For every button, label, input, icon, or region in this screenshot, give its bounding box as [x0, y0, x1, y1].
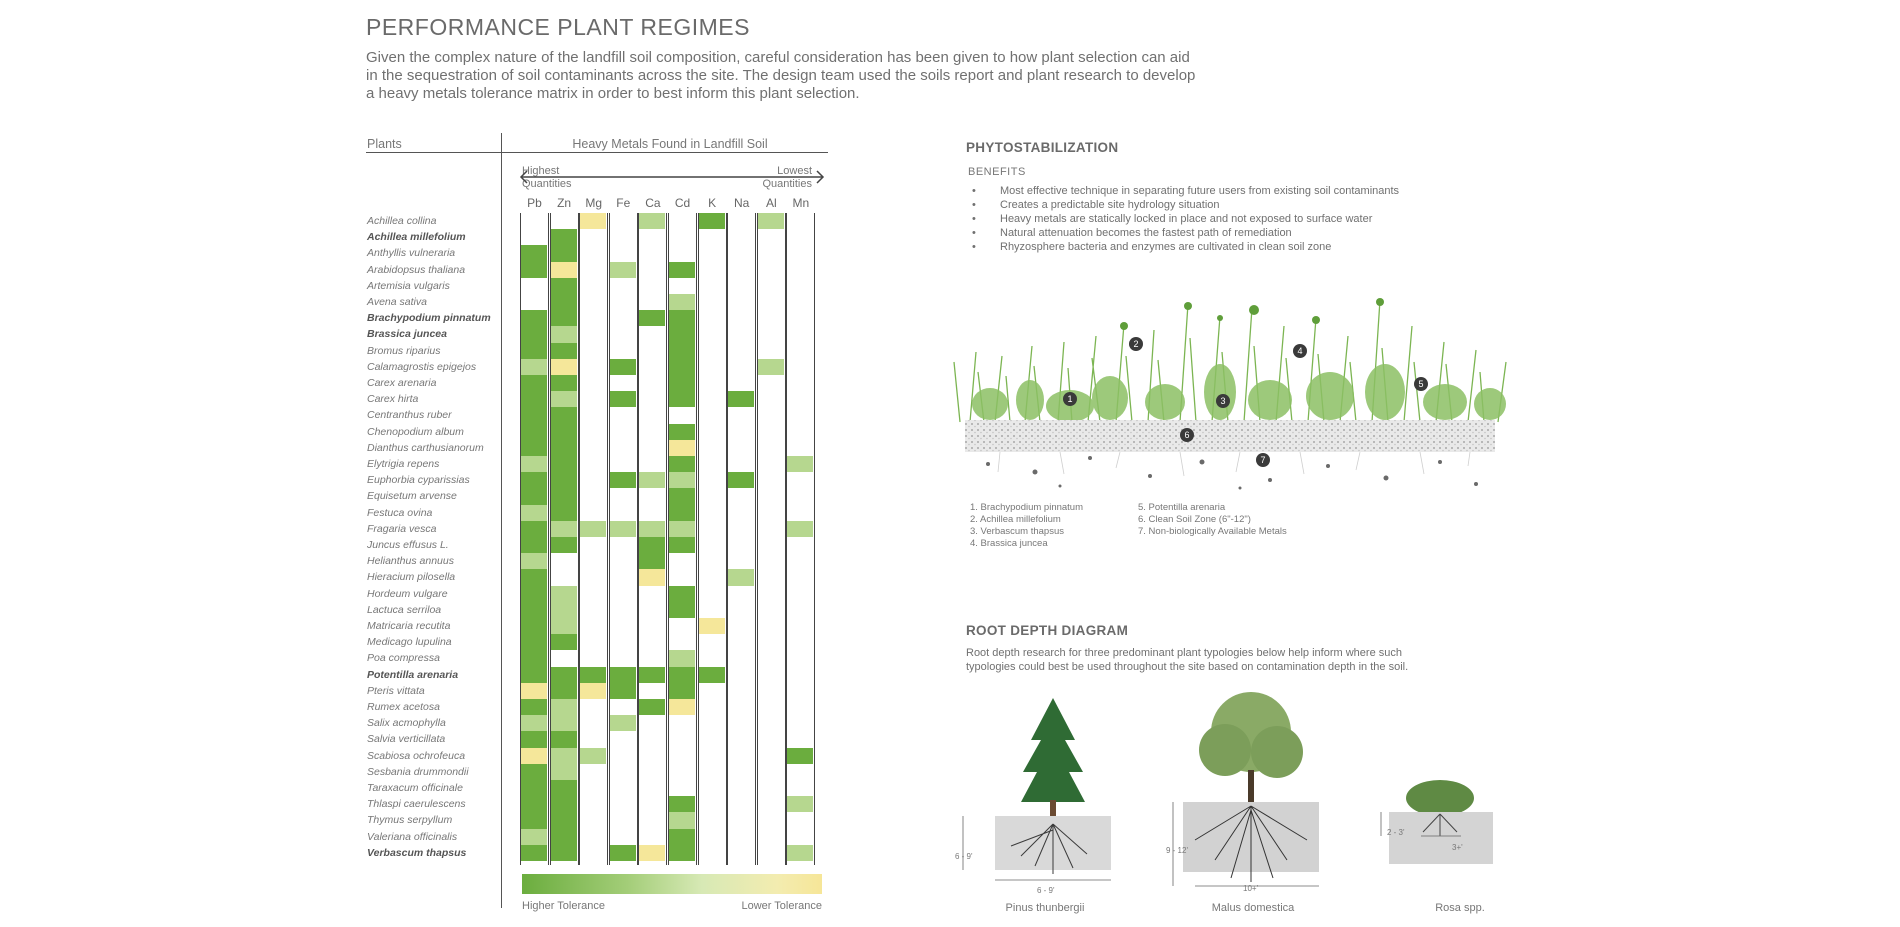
- header-divider: [366, 152, 828, 153]
- matrix-cell: [521, 245, 547, 261]
- rosa-shrub-icon: [1381, 780, 1493, 864]
- matrix-column-fe: [609, 213, 638, 865]
- depth-label: 9 - 12': [1166, 846, 1188, 855]
- plant-label: Helianthus annuus: [367, 555, 454, 568]
- matrix-cell: [521, 780, 547, 796]
- plant-label: Lactuca serriloa: [367, 603, 442, 616]
- plant-label: Potentilla arenaria: [367, 668, 459, 681]
- matrix-cell: [521, 634, 547, 650]
- matrix-cell: [551, 683, 577, 699]
- matrix-cell: [521, 488, 547, 504]
- plants-column-header: Plants: [367, 137, 402, 151]
- plant-label: Verbascum thapsus: [367, 846, 467, 859]
- matrix-cell: [639, 569, 665, 585]
- matrix-cell: [610, 521, 636, 537]
- benefit-item: [972, 241, 1331, 253]
- plant-label: Sesbania drummondii: [367, 765, 469, 778]
- root-desc-line: Root depth research for three predominant plant typologies below help inform where such: [966, 647, 1402, 659]
- matrix-cell: [669, 602, 695, 618]
- matrix-cell: [610, 715, 636, 731]
- matrix-cell: [551, 667, 577, 683]
- matrix-cell: [669, 294, 695, 310]
- matrix-divider: [501, 133, 502, 908]
- matrix-cell: [669, 845, 695, 861]
- matrix-cell: [728, 472, 754, 488]
- lowest-label-line: Quantities: [762, 178, 812, 190]
- plant-label: Thymus serpyllum: [367, 814, 453, 827]
- matrix-column-mg: [579, 213, 608, 865]
- matrix-cell: [551, 472, 577, 488]
- plant-label: Dianthus carthusianorum: [367, 441, 484, 454]
- matrix-column-k: [698, 213, 727, 865]
- matrix-cell: [551, 829, 577, 845]
- higher-tolerance-label: Higher Tolerance: [522, 900, 605, 912]
- plant-label: Fragaria vesca: [367, 522, 437, 535]
- benefits-heading: BENEFITS: [968, 166, 1026, 178]
- matrix-cell: [669, 537, 695, 553]
- matrix-cell: [551, 634, 577, 650]
- metal-particles-icon: [986, 456, 1478, 490]
- matrix-cell: [669, 667, 695, 683]
- matrix-cell: [551, 780, 577, 796]
- plant-label: Pteris vittata: [367, 684, 425, 697]
- matrix-cell: [551, 326, 577, 342]
- width-label: 10+': [1243, 884, 1259, 893]
- matrix-cell: [521, 667, 547, 683]
- matrix-cell: [551, 488, 577, 504]
- matrix-cell: [521, 618, 547, 634]
- matrix-cell: [699, 618, 725, 634]
- matrix-cell: [580, 521, 606, 537]
- matrix-cell: [610, 667, 636, 683]
- matrix-cell: [580, 748, 606, 764]
- plant-label: Carex hirta: [367, 393, 419, 406]
- matrix-cell: [521, 407, 547, 423]
- phyto-marker-7: 7: [1256, 453, 1270, 467]
- matrix-cell: [669, 326, 695, 342]
- matrix-cell: [669, 683, 695, 699]
- matrix-cell: [521, 569, 547, 585]
- matrix-cell: [521, 699, 547, 715]
- matrix-cell: [521, 845, 547, 861]
- intro-line: in the sequestration of soil contaminants across the site. The design team used the soils report and plant research to develop: [366, 67, 1196, 84]
- matrix-cell: [551, 343, 577, 359]
- matrix-cell: [699, 667, 725, 683]
- phyto-marker-4: 4: [1293, 344, 1307, 358]
- bullet: •: [972, 213, 976, 225]
- metal-header-al: Al: [765, 196, 777, 210]
- plant-label: Achillea millefolium: [367, 231, 466, 244]
- plant-label: Rumex acetosa: [367, 701, 440, 713]
- matrix-cell: [728, 569, 754, 585]
- phytostabilization-heading: PHYTOSTABILIZATION: [966, 140, 1119, 155]
- foliage-icon: [972, 364, 1506, 422]
- matrix-cell: [521, 586, 547, 602]
- metal-header-ca: Ca: [645, 196, 661, 210]
- matrix-cell: [521, 731, 547, 747]
- phyto-marker-5: 5: [1414, 377, 1428, 391]
- tree-caption: Malus domestica: [1211, 902, 1295, 914]
- benefit-item: [972, 199, 1220, 211]
- matrix-cell: [521, 343, 547, 359]
- tolerance-gradient-bar: [522, 874, 822, 894]
- plant-label: Avena sativa: [367, 296, 427, 308]
- matrix-cell: [551, 602, 577, 618]
- width-label: 3+': [1452, 843, 1463, 852]
- matrix-cell: [521, 521, 547, 537]
- matrix-column-cd: [668, 213, 697, 865]
- plant-label: Brachypodium pinnatum: [367, 312, 491, 325]
- plant-label: Calamagrostis epigejos: [367, 360, 477, 373]
- plant-label: Arabidopsus thaliana: [367, 263, 466, 276]
- matrix-cell: [669, 343, 695, 359]
- plant-label: Juncus effusus L.: [367, 539, 449, 551]
- intro-line: Given the complex nature of the landfill soil composition, careful consideration has been given to how plant selection can aid: [366, 49, 1190, 66]
- tree-caption: Rosa spp.: [1435, 902, 1485, 914]
- matrix-cell: [669, 375, 695, 391]
- plant-label: Salix acmophylla: [367, 717, 446, 730]
- matrix-cell: [521, 472, 547, 488]
- matrix-cell: [669, 699, 695, 715]
- plant-label: Matricaria recutita: [367, 620, 451, 632]
- matrix-cell: [551, 294, 577, 310]
- matrix-cell: [610, 845, 636, 861]
- benefit-text: Creates a predictable site hydrology situation: [1000, 199, 1220, 211]
- soil-zone-icon: [965, 420, 1495, 452]
- bullet: •: [972, 199, 976, 211]
- plant-label: Thlaspi caerulescens: [367, 798, 466, 811]
- matrix-cell: [521, 505, 547, 521]
- roots-icon: [998, 452, 1470, 476]
- phyto-marker-3: 3: [1216, 394, 1230, 408]
- benefit-text: Natural attenuation becomes the fastest path of remediation: [1000, 227, 1292, 239]
- plant-label: Artemisia vulgaris: [367, 279, 450, 292]
- lowest-label-line: Lowest: [777, 165, 812, 177]
- depth-label: 2 - 3': [1387, 828, 1405, 837]
- matrix-cell: [639, 537, 665, 553]
- phyto-legend-item: 7. Non-biologically Available Metals: [1138, 526, 1287, 537]
- quantity-arrow-icon: [518, 170, 828, 184]
- matrix-cell: [639, 521, 665, 537]
- matrix-cell: [551, 456, 577, 472]
- matrix-column-na: [727, 213, 756, 865]
- lower-tolerance-label: Lower Tolerance: [741, 900, 822, 912]
- pinus-tree-icon: [963, 698, 1111, 880]
- matrix-cell: [610, 359, 636, 375]
- matrix-cell: [669, 505, 695, 521]
- highest-label-line: Highest: [522, 165, 560, 177]
- root-depth-description: [966, 646, 1408, 674]
- matrix-cell: [669, 812, 695, 828]
- plant-label: Poa compressa: [367, 652, 440, 665]
- tree-caption: Pinus thunbergii: [1005, 902, 1085, 914]
- matrix-column-zn: [550, 213, 579, 865]
- phyto-marker-1: 1: [1063, 392, 1077, 406]
- matrix-cell: [551, 391, 577, 407]
- page-title: PERFORMANCE PLANT REGIMES: [366, 14, 750, 40]
- intro-paragraph: [366, 49, 1296, 103]
- bullet: •: [972, 227, 976, 239]
- plant-label: Medicago lupulina: [367, 636, 452, 649]
- matrix-cell: [551, 715, 577, 731]
- metal-header-cd: Cd: [674, 196, 691, 210]
- benefit-text: Rhyzosphere bacteria and enzymes are cultivated in clean soil zone: [1000, 241, 1332, 253]
- matrix-cell: [639, 667, 665, 683]
- benefit-item: [972, 185, 1399, 197]
- matrix-cell: [669, 391, 695, 407]
- matrix-cell: [521, 456, 547, 472]
- metal-header-k: K: [708, 196, 717, 210]
- benefit-text: Heavy metals are statically locked in place and not exposed to surface water: [1000, 213, 1373, 225]
- matrix-cell: [639, 310, 665, 326]
- matrix-cell: [551, 812, 577, 828]
- matrix-cell: [551, 375, 577, 391]
- matrix-cell: [787, 796, 813, 812]
- matrix-cell: [639, 472, 665, 488]
- plant-label: Brassica juncea: [367, 328, 447, 341]
- metal-header-fe: Fe: [616, 196, 631, 210]
- matrix-column-ca: [638, 213, 667, 865]
- plant-label: Achillea collina: [367, 215, 437, 227]
- plant-label: Anthyllis vulneraria: [367, 247, 456, 260]
- matrix-cell: [669, 650, 695, 666]
- matrix-cell: [787, 521, 813, 537]
- plant-label: Taraxacum officinale: [367, 782, 463, 794]
- benefit-text: Most effective technique in separating future users from existing soil contaminants: [1000, 185, 1400, 197]
- matrix-cell: [551, 359, 577, 375]
- matrix-cell: [610, 472, 636, 488]
- plant-label: Salvia verticillata: [367, 733, 446, 746]
- matrix-cell: [521, 375, 547, 391]
- matrix-cell: [551, 407, 577, 423]
- malus-tree-icon: [1173, 692, 1319, 886]
- matrix-cell: [669, 796, 695, 812]
- matrix-cell: [551, 764, 577, 780]
- metal-header-zn: Zn: [557, 196, 572, 210]
- intro-line: a heavy metals tolerance matrix in order to best inform this plant selection.: [366, 85, 860, 102]
- matrix-cell: [551, 440, 577, 456]
- bullet: •: [972, 185, 976, 197]
- root-depth-illustration: [955, 690, 1515, 896]
- matrix-cell: [521, 715, 547, 731]
- matrix-cell: [669, 488, 695, 504]
- highest-label-line: Quantities: [522, 178, 572, 190]
- matrix-cell: [580, 667, 606, 683]
- matrix-cell: [669, 440, 695, 456]
- matrix-cell: [551, 521, 577, 537]
- phyto-legend-item: 6. Clean Soil Zone (6"-12"): [1138, 514, 1251, 525]
- matrix-cell: [639, 553, 665, 569]
- phyto-marker-6: 6: [1180, 428, 1194, 442]
- phyto-legend-item: 3. Verbascum thapsus: [970, 526, 1064, 537]
- phyto-legend-item: 4. Brassica juncea: [970, 538, 1048, 549]
- matrix-cell: [728, 391, 754, 407]
- plant-label: Festuca ovina: [367, 506, 433, 519]
- root-desc-line: typologies could best be used throughout the site based on contamination depth in the soil.: [966, 661, 1409, 673]
- matrix-cell: [669, 359, 695, 375]
- matrix-cell: [699, 213, 725, 229]
- matrix-cell: [551, 245, 577, 261]
- plant-label: Hordeum vulgare: [367, 587, 448, 600]
- matrix-cell: [787, 456, 813, 472]
- matrix-cell: [610, 391, 636, 407]
- phytostabilization-illustration: [940, 296, 1520, 492]
- matrix-cell: [521, 326, 547, 342]
- plant-label: Euphorbia cyparissias: [367, 474, 470, 487]
- plant-label: Centranthus ruber: [367, 409, 452, 422]
- matrix-cell: [787, 845, 813, 861]
- flower-heads-icon: [1120, 298, 1384, 330]
- matrix-cell: [639, 699, 665, 715]
- matrix-cell: [787, 748, 813, 764]
- plant-label: Equisetum arvense: [367, 490, 457, 503]
- metal-header-mn: Mn: [792, 196, 810, 210]
- depth-label: 6 - 9': [955, 852, 973, 861]
- matrix-cell: [521, 537, 547, 553]
- matrix-cell: [551, 731, 577, 747]
- plant-label: Elytrigia repens: [367, 458, 440, 470]
- matrix-cell: [639, 213, 665, 229]
- benefit-item: [972, 213, 1372, 225]
- width-label: 6 - 9': [1037, 886, 1055, 895]
- matrix-cell: [758, 213, 784, 229]
- phyto-legend-item: 1. Brachypodium pinnatum: [970, 502, 1084, 513]
- metal-header-na: Na: [734, 196, 750, 210]
- plant-label: Chenopodium album: [367, 425, 464, 438]
- matrix-cell: [521, 359, 547, 375]
- metals-column-header: Heavy Metals Found in Landfill Soil: [572, 137, 768, 151]
- benefit-item: [972, 227, 1292, 239]
- matrix-cell: [521, 683, 547, 699]
- matrix-cell: [551, 278, 577, 294]
- matrix-cell: [758, 359, 784, 375]
- matrix-cell: [669, 472, 695, 488]
- matrix-cell: [669, 829, 695, 845]
- matrix-cell: [669, 456, 695, 472]
- matrix-cell: [521, 553, 547, 569]
- matrix-cell: [669, 262, 695, 278]
- plant-label: Valeriana officinalis: [367, 830, 458, 843]
- matrix-cell: [551, 699, 577, 715]
- matrix-cell: [551, 586, 577, 602]
- phyto-marker-2: 2: [1129, 337, 1143, 351]
- matrix-cell: [521, 748, 547, 764]
- matrix-cell: [521, 650, 547, 666]
- matrix-cell: [551, 796, 577, 812]
- matrix-cell: [551, 229, 577, 245]
- matrix-column-pb: [520, 213, 549, 865]
- matrix-cell: [521, 440, 547, 456]
- matrix-cell: [521, 391, 547, 407]
- matrix-cell: [521, 310, 547, 326]
- matrix-cell: [639, 845, 665, 861]
- plant-label: Scabiosa ochrofeuca: [367, 749, 466, 762]
- matrix-column-al: [757, 213, 786, 865]
- matrix-cell: [521, 764, 547, 780]
- matrix-cell: [521, 262, 547, 278]
- metal-header-mg: Mg: [585, 196, 603, 210]
- matrix-cell: [521, 796, 547, 812]
- matrix-cell: [551, 424, 577, 440]
- matrix-cell: [669, 586, 695, 602]
- root-depth-heading: ROOT DEPTH DIAGRAM: [966, 623, 1129, 638]
- plant-label: Carex arenaria: [367, 377, 437, 389]
- matrix-cell: [580, 683, 606, 699]
- matrix-cell: [521, 812, 547, 828]
- phyto-legend-item: 2. Achillea millefolium: [970, 514, 1061, 525]
- matrix-cell: [521, 424, 547, 440]
- matrix-cell: [610, 262, 636, 278]
- matrix-cell: [669, 424, 695, 440]
- matrix-cell: [610, 683, 636, 699]
- matrix-cell: [521, 602, 547, 618]
- matrix-cell: [551, 845, 577, 861]
- matrix-cell: [551, 537, 577, 553]
- matrix-cell: [551, 310, 577, 326]
- metal-header-pb: Pb: [527, 196, 542, 210]
- plant-label: Hieracium pilosella: [367, 571, 456, 584]
- matrix-cell: [521, 829, 547, 845]
- matrix-cell: [551, 262, 577, 278]
- phyto-legend-item: 5. Potentilla arenaria: [1138, 502, 1226, 513]
- matrix-cell: [551, 618, 577, 634]
- matrix-cell: [551, 748, 577, 764]
- matrix-cell: [669, 310, 695, 326]
- matrix-cell: [580, 213, 606, 229]
- matrix-cell: [669, 521, 695, 537]
- matrix-column-mn: [786, 213, 815, 865]
- matrix-cell: [551, 505, 577, 521]
- bullet: •: [972, 241, 976, 253]
- plant-label: Bromus riparius: [367, 344, 441, 357]
